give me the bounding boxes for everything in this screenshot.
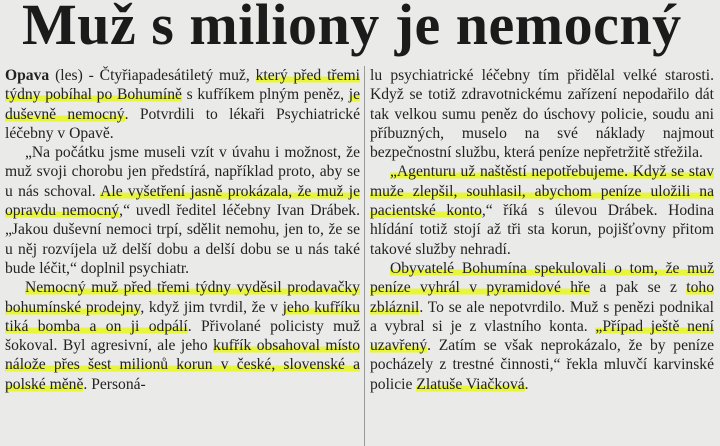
body-text: „Na počátku jsme museli vzít v úvahu i možnost, že muž svoji chorobu jen předstírá, například proto, aby se u nás schoval. [5,144,360,200]
body-text: . Potvrdili to lékaři Psychiatrické léčebny v Opavě. [5,105,361,142]
highlighted-text: je duševně nemocný [5,86,360,123]
body-text: . Personá- [83,375,146,393]
body-text: , když jim tvrdil, že v [140,298,283,316]
body-text: s kufříkem plným peněz, [181,86,349,104]
highlighted-text: toho zbláznil [370,279,714,316]
article-paragraph [5,143,360,278]
article-paragraph [5,278,360,394]
highlighted-text: peníze vyhrál v pyramidové hře [370,279,591,297]
article-paragraph [5,66,360,143]
body-text: ,“ uvedl ředitel léčebny Ivan Drábek. „Jakou duševní nemoci trpí, sdělit nemohu, jen to, že se u něj rozvíjela už delší dobu a delší dobu se u nás také bude léčit,“ doplnil psychiatr. [5,202,360,277]
body-text: (les) - Čtyřiapadesátiletý muž, [49,67,256,84]
right-column [370,66,714,394]
highlighted-text: Zlatuše Viačková [416,375,525,393]
body-text: ,“ říká s úlevou Drábek. Hodina hlídání totiž stojí až tři sta korun, pojišťovny přitom takové služby nehradí. [370,202,714,258]
body-text: a pak se z [590,279,687,297]
left-column [5,66,360,394]
highlighted-text: kufřík obsahoval místo nálože přes šest milionů korun v české, slovenské a polské měně [5,337,361,393]
highlighted-text: „Případ ještě není uzavřený [370,317,714,355]
headline: Muž s miliony je nemocný [22,0,682,57]
column-divider [364,66,365,446]
highlighted-text: Nemocný muž před třemi týdny vyděsil prodavačky bohumínské prodejny [5,279,360,316]
body-text: . To se ale nepotvrdilo. Muž s penězi podnikal a vybral si je z vlastního konta. [370,298,714,335]
dateline: Opava [5,67,50,84]
highlighted-text: Obyvatelé Bohumína spekulovali o tom, že muž [390,259,714,277]
highlighted-text: Ale vyšetření jasně prokázala, že muž je opravdu nemocný [5,182,360,220]
highlighted-text: který před třemi týdny pobíhal po Bohumíně [5,67,360,104]
highlighted-text: „Agenturu už naštěstí nepotřebujeme. Když se stav muže zlepšil, souhlasil, abychom peníze uložili na pacientské konto [370,163,714,220]
body-text: . [524,375,529,393]
body-text: lu psychiatrické léčebny tím přidělal velké starosti. Když se totiž zdravotnickému zařízení nepodařilo dát tak velkou sumu peněz do úschovy policie, soudu ani příbuzných, muselo na své náklady najmout bezpečnostní službu, která peníze nepřetržitě střežila. [370,67,714,162]
highlighted-text: jeho kufříku tiká bomba a on ji odpálí [5,298,360,335]
article-paragraph [370,66,714,162]
body-text: . Zatím se však neprokázalo, že by peníze pocházely z trestné činnosti,“ řekla mluvčí karvinské policie [370,337,714,393]
article-paragraph [370,162,714,258]
article-paragraph [370,259,714,394]
body-text: . Přivolané policisty muž šokoval. Byl agresivní, ale jeho [5,317,360,355]
